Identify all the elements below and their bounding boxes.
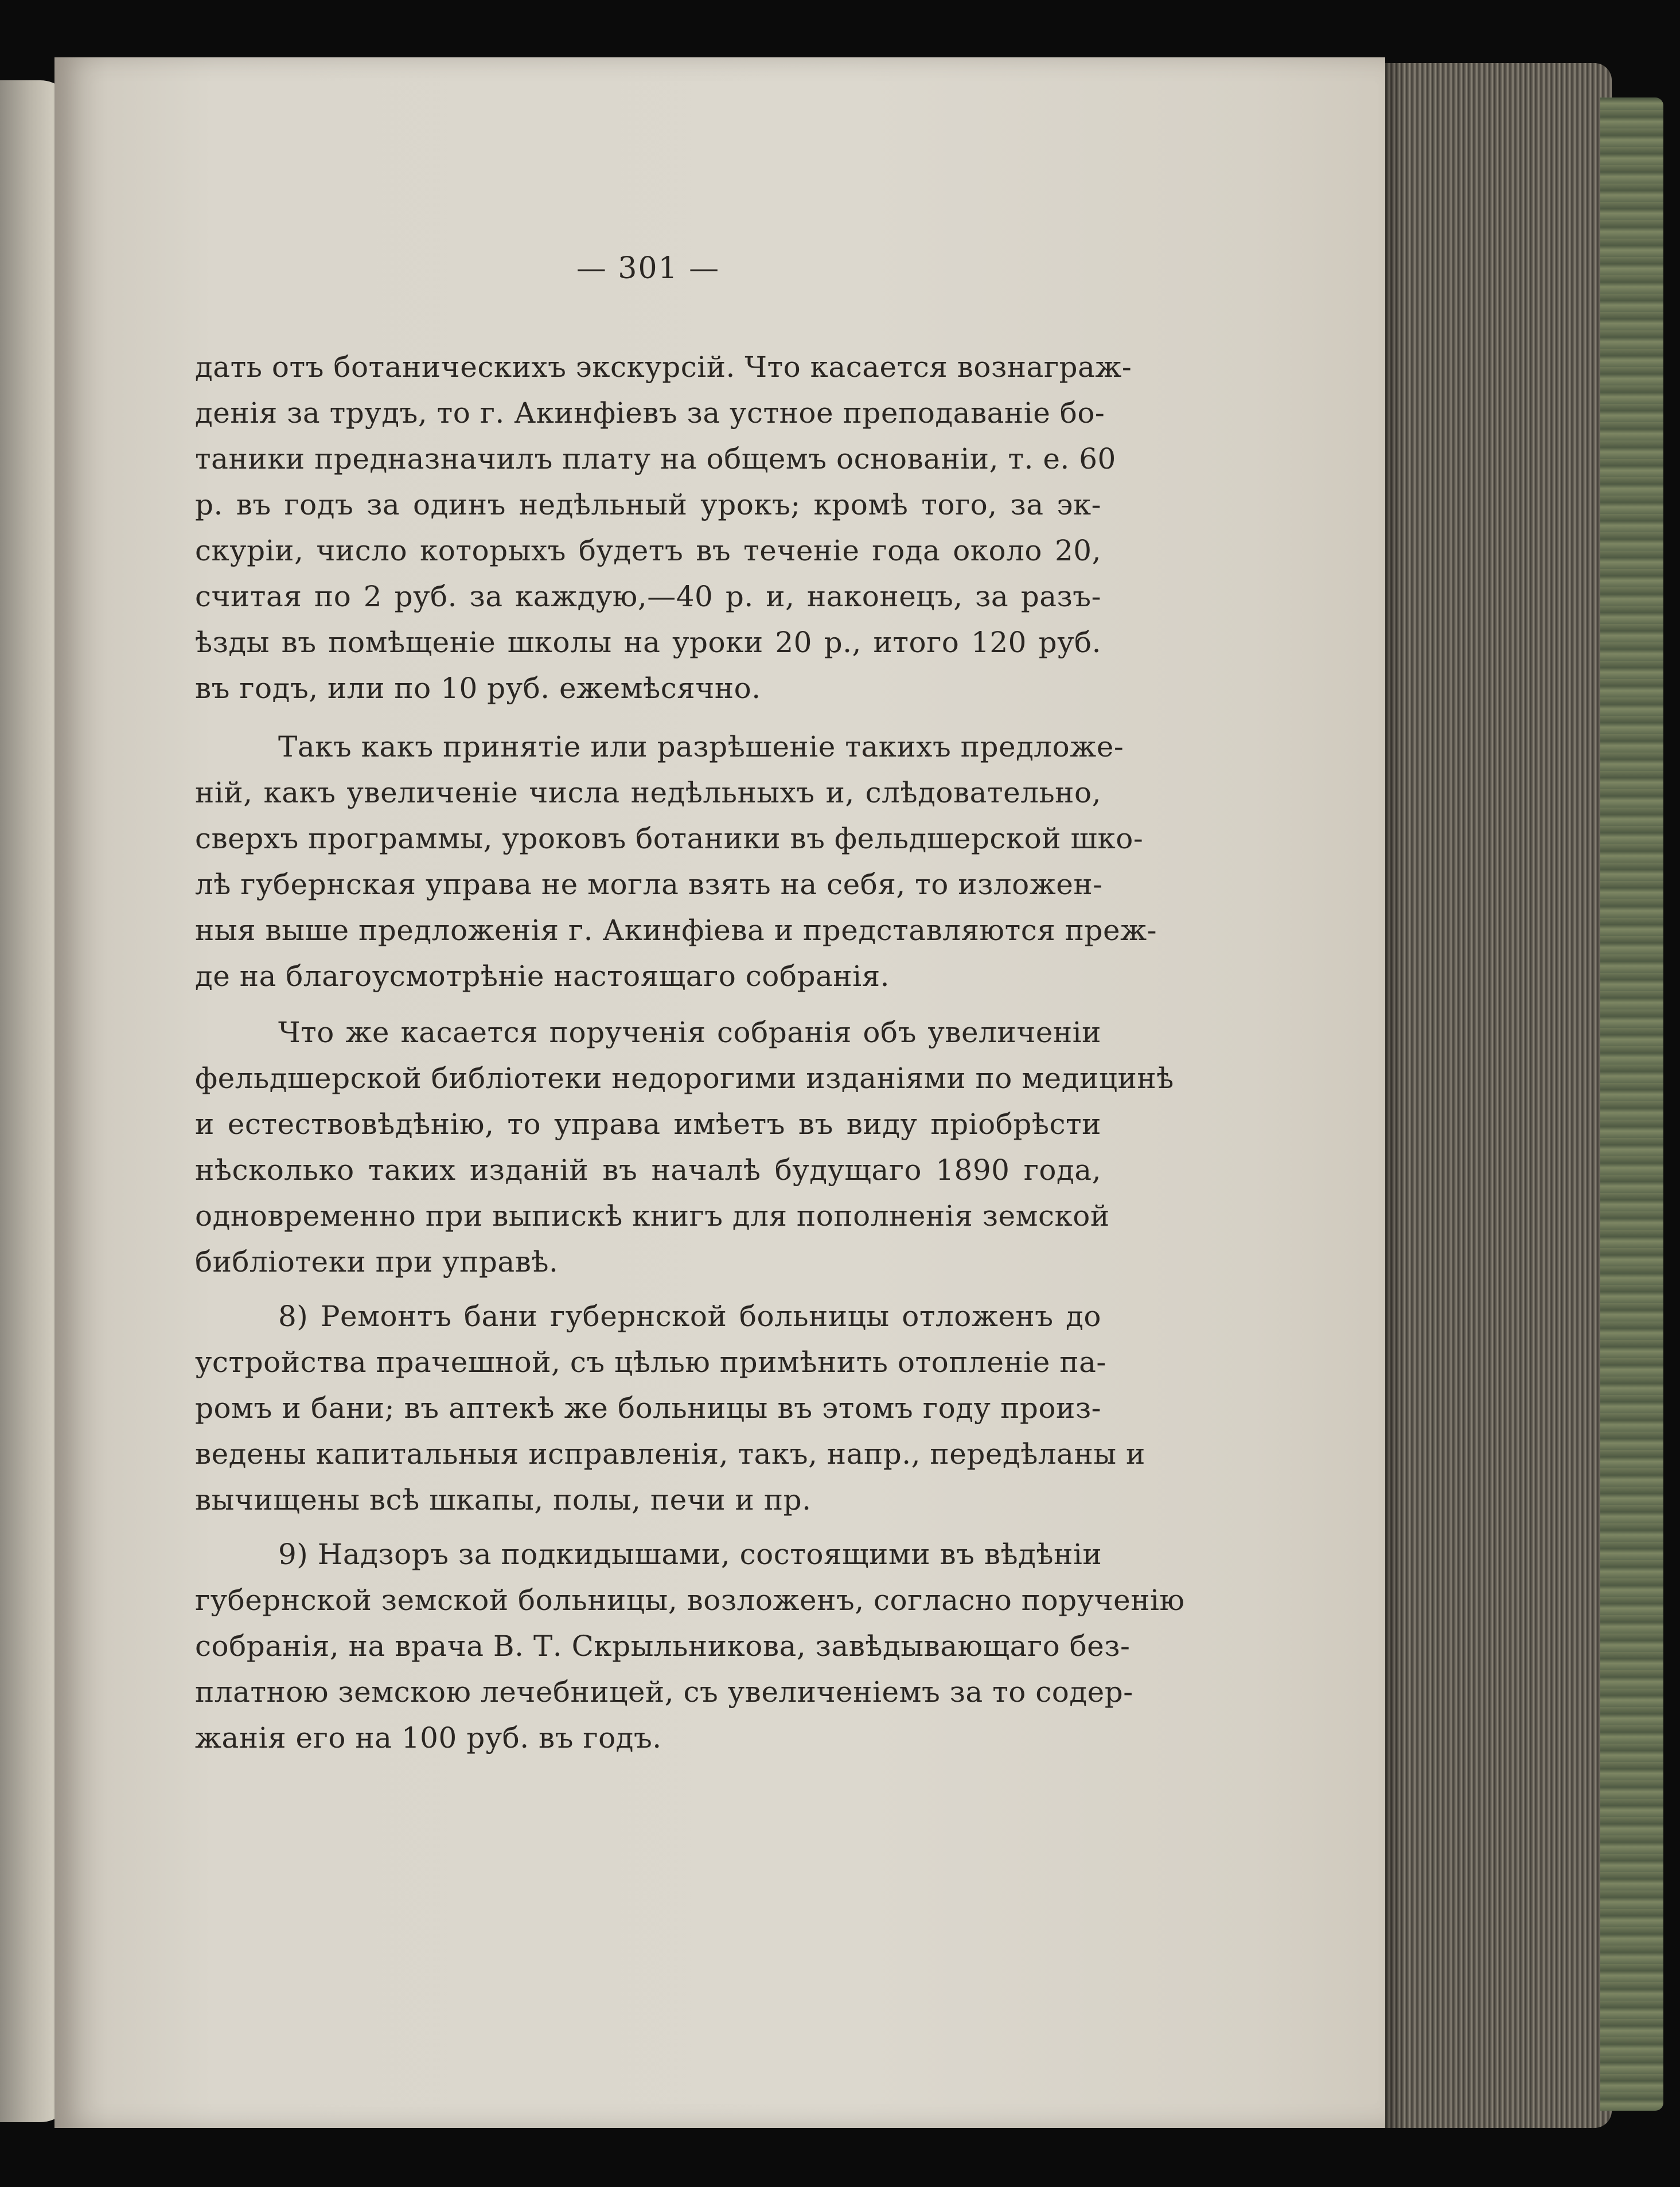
text-line: дать отъ ботаническихъ экскурсій. Что касается вознаграж- xyxy=(195,350,1132,384)
text-line: Что же касается порученія собранія объ увеличеніи xyxy=(278,1016,1101,1049)
text-line: 9) Надзоръ за подкидышами, состоящими въ вѣдѣніи xyxy=(278,1538,1102,1571)
text-line: ѣзды въ помѣщеніе школы на уроки 20 р., итого 120 руб. xyxy=(195,626,1101,659)
paragraph-2 xyxy=(195,724,1157,999)
text-line: 8) Ремонтъ бани губернской больницы отложенъ до xyxy=(278,1300,1101,1333)
text-line: ведены капитальныя исправленія, такъ, напр., передѣланы и xyxy=(195,1437,1145,1471)
paragraph-4 xyxy=(195,1293,1145,1523)
text-line: собранія, на врача В. Т. Скрыльникова, завѣдывающаго без- xyxy=(195,1629,1131,1663)
page-number: — 301 — xyxy=(576,251,720,286)
text-line: ній, какъ увеличеніе числа недѣльныхъ и, слѣдовательно, xyxy=(195,776,1101,809)
text-line: считая по 2 руб. за каждую,—40 р. и, наконецъ, за разъ- xyxy=(195,580,1101,613)
text-line: одновременно при выпискѣ книгъ для пополненія земской xyxy=(195,1199,1110,1233)
text-line: денія за трудъ, то г. Акинфіевъ за устное преподаваніе бо- xyxy=(195,396,1105,430)
book-cover-edge xyxy=(1600,98,1663,2111)
paragraph-1 xyxy=(195,344,1132,711)
text-line: таники предназначилъ плату на общемъ основаніи, т. е. 60 xyxy=(195,442,1116,475)
text-line: въ годъ, или по 10 руб. ежемѣсячно. xyxy=(195,672,761,705)
text-line: де на благоусмотрѣніе настоящаго собранія. xyxy=(195,960,890,993)
text-line: сверхъ программы, уроковъ ботаники въ фельдшерской шко- xyxy=(195,822,1144,855)
text-line: губернской земской больницы, возложенъ, согласно порученію xyxy=(195,1584,1185,1617)
text-line: ромъ и бани; въ аптекѣ же больницы въ этомъ году произ- xyxy=(195,1391,1101,1425)
text-line: Такъ какъ принятіе или разрѣшеніе такихъ предложе- xyxy=(278,730,1124,763)
paragraph-3 xyxy=(195,1009,1174,1285)
book-fore-edge xyxy=(1371,63,1612,2128)
text-line: устройства прачешной, съ цѣлью примѣнить отопленіе па- xyxy=(195,1346,1106,1379)
text-line: нѣсколько таких изданій въ началѣ будущаго 1890 года, xyxy=(195,1153,1101,1187)
paragraph-5 xyxy=(195,1531,1185,1761)
text-line: р. въ годъ за одинъ недѣльный урокъ; кромѣ того, за эк- xyxy=(195,488,1101,521)
text-line: лѣ губернская управа не могла взять на себя, то изложен- xyxy=(195,868,1103,901)
text-line: библіотеки при управѣ. xyxy=(195,1245,559,1278)
text-line: жанія его на 100 руб. въ годъ. xyxy=(195,1721,662,1755)
text-line: и естествовѣдѣнію, то управа имѣетъ въ виду пріобрѣсти xyxy=(195,1108,1101,1141)
text-line: платною земскою лечебницей, съ увеличеніемъ за то содер- xyxy=(195,1675,1133,1709)
text-line: скуріи, число которыхъ будетъ въ теченіе года около 20, xyxy=(195,534,1101,567)
text-line: фельдшерской библіотеки недорогими изданіями по медицинѣ xyxy=(195,1062,1174,1095)
text-line: ныя выше предложенія г. Акинфіева и представляются преж- xyxy=(195,914,1157,947)
text-line: вычищены всѣ шкапы, полы, печи и пр. xyxy=(195,1483,812,1517)
